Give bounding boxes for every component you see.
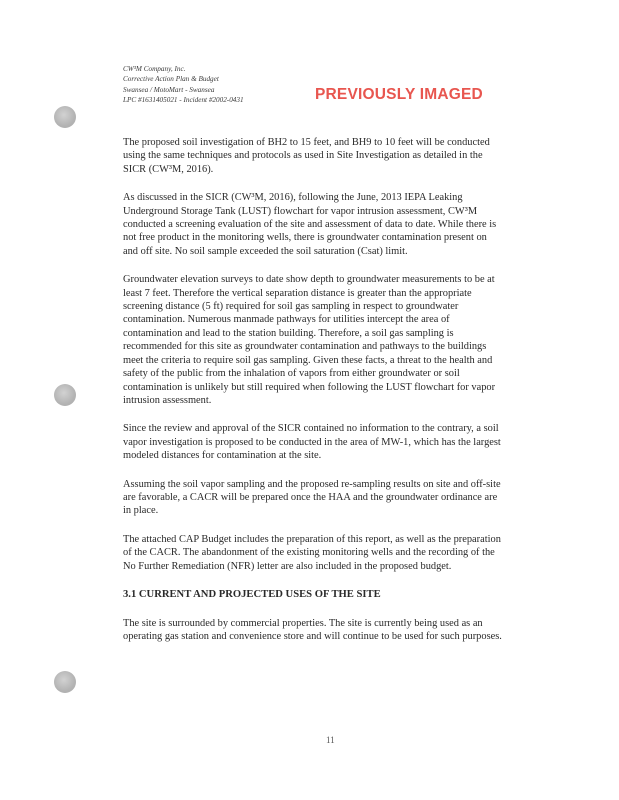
text-line: operating gas station and convenience store and will continue to be used for such purposes.: [123, 631, 502, 643]
text-line: The site is surrounded by commercial properties. The site is currently being used as an: [123, 617, 483, 629]
text-line: are favorable, a CACR will be prepared once the HAA and the groundwater ordinance are: [123, 491, 498, 503]
text-line: in place.: [123, 505, 159, 517]
text-line: of the CACR. The abandonment of the existing monitoring wells and the recording of the: [123, 547, 495, 559]
text-line: No Further Remediation (NFR) letter are also included in the proposed budget.: [123, 560, 452, 572]
header-company: CW³M Company, Inc.: [123, 65, 186, 73]
text-line: vapor investigation is proposed to be conducted in the area of MW-1, which has the largest: [123, 436, 501, 448]
text-line: contamination is unlikely but still required when following the LUST flowchart for vapor: [123, 381, 496, 393]
punch-hole-top: [54, 106, 76, 128]
text-line: and off site. No soil sample exceeded the soil saturation (Csat) limit.: [123, 245, 408, 257]
text-line: intrusion assessment.: [123, 394, 212, 406]
text-line: modeled distances for contamination at the site.: [123, 450, 322, 462]
text-line: not free product in the monitoring wells, there is groundwater contamination present on: [123, 232, 487, 244]
page-number: 11: [326, 735, 335, 745]
paragraph-groundwater-surveys: [123, 273, 548, 407]
header-report-title: Corrective Action Plan & Budget: [123, 75, 219, 84]
paragraph-soil-vapor-investigation: [123, 422, 548, 462]
header-site-name: Swansea / MotoMart - Swansea: [123, 85, 215, 94]
document-body: [123, 136, 548, 659]
text-line: recommended for this site as groundwater contamination and pathways to the buildings: [123, 341, 487, 353]
paragraph-cacr-preparation: [123, 478, 548, 518]
text-line: Groundwater elevation surveys to date show depth to groundwater measurements to be at: [123, 274, 495, 286]
paragraph-cap-budget: [123, 533, 548, 573]
text-line: Underground Storage Tank (LUST) flowchart for vapor intrusion assessment, CW³M: [123, 205, 478, 217]
punch-hole-bottom: [54, 671, 76, 693]
text-line: As discussed in the SICR (CW³M, 2016), following the June, 2013 IEPA Leaking: [123, 192, 463, 204]
text-line: Since the review and approval of the SICR contained no information to the contrary, a soil: [123, 423, 499, 435]
text-line: The proposed soil investigation of BH2 to 15 feet, and BH9 to 10 feet will be conducted: [123, 137, 490, 148]
text-line: conducted a screening evaluation of the site and assessment of data to date. While there is: [123, 219, 497, 231]
header-incident-id: LPC #1631405021 - Incident #2002-0431: [123, 96, 244, 105]
section-heading: 3.1 CURRENT AND PROJECTED USES OF THE SITE: [123, 588, 381, 600]
text-line: least 7 feet. Therefore the vertical separation distance is greater than the appropriate: [123, 287, 472, 299]
punch-hole-middle: [54, 384, 76, 406]
text-line: contamination and lead to the station building. Therefore, a soil gas sampling is: [123, 327, 454, 339]
text-line: screening distance (5 ft) required for soil gas sampling in respect to groundwater: [123, 301, 459, 313]
text-line: SICR (CW³M, 2016).: [123, 163, 214, 175]
text-line: safety of the public from the inhalation of vapors from either groundwater or soil: [123, 368, 460, 380]
text-line: contamination. Numerous manmade pathways for utilities intercept the area of: [123, 314, 450, 326]
document-header: [123, 64, 244, 106]
previously-imaged-stamp: PREVIOUSLY IMAGED: [315, 86, 483, 103]
text-line: meet the criteria to require soil gas sampling. Given these facts, a threat to the health and: [123, 354, 493, 366]
text-line: using the same techniques and protocols as used in Site Investigation as detailed in the: [123, 150, 483, 162]
paragraph-soil-investigation: [123, 136, 548, 176]
text-line: Assuming the soil vapor sampling and the proposed re-sampling results on site and off-site: [123, 478, 501, 490]
paragraph-vapor-intrusion-screening: [123, 191, 548, 258]
text-line: The attached CAP Budget includes the preparation of this report, as well as the preparation: [123, 533, 501, 545]
paragraph-site-uses: [123, 617, 548, 644]
